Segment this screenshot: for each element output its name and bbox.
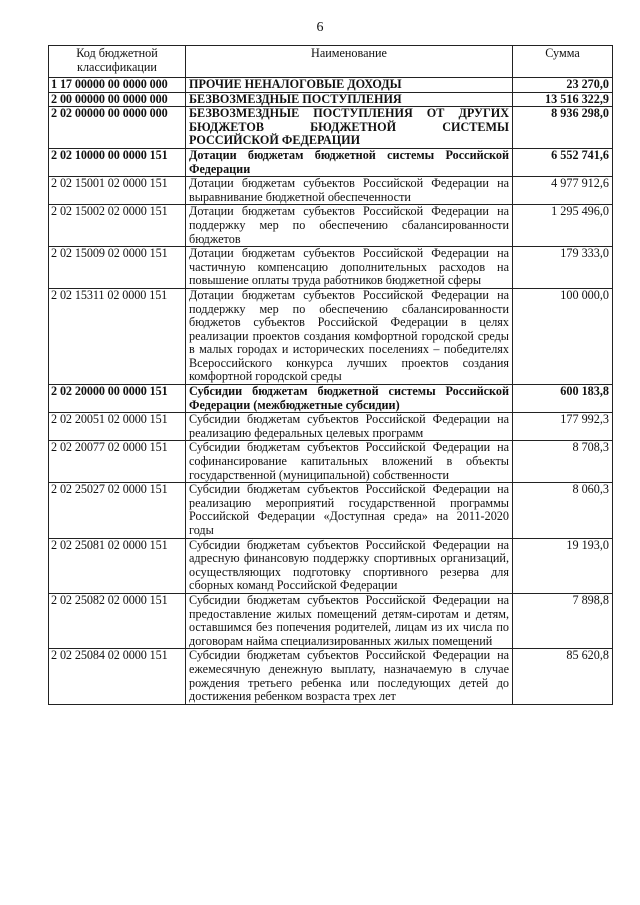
table-row — [49, 177, 613, 205]
row-code-cell: 2 02 10000 00 0000 151 — [49, 148, 186, 176]
row-code-cell: 2 02 15002 02 0000 151 — [49, 205, 186, 247]
row-code-cell: 2 02 20077 02 0000 151 — [49, 441, 186, 483]
page-number: 6 — [316, 20, 324, 35]
row-name-cell: БЕЗВОЗМЕЗДНЫЕ ПОСТУПЛЕНИЯ — [186, 92, 513, 107]
row-code-cell: 2 02 25027 02 0000 151 — [49, 483, 186, 538]
row-code-cell: 2 00 00000 00 0000 000 — [49, 92, 186, 107]
table-body — [49, 78, 613, 705]
row-code-cell: 2 02 25081 02 0000 151 — [49, 538, 186, 593]
table-row — [49, 107, 613, 149]
row-code-cell: 1 17 00000 00 0000 000 — [49, 78, 186, 93]
table-row — [49, 593, 613, 648]
table-row — [49, 288, 613, 384]
row-name-cell: БЕЗВОЗМЕЗДНЫЕ ПОСТУПЛЕНИЯ ОТ ДРУГИХ БЮДЖЕТОВ БЮДЖЕТНОЙ СИСТЕМЫ РОССИЙСКОЙ ФЕДЕРАЦИИ — [186, 107, 513, 149]
table-row — [49, 441, 613, 483]
row-name-cell: Субсидии бюджетам субъектов Российской Федерации на реализацию мероприятий государственной программы Российской Федерации «Доступная среда» на 2011-2020 годы — [186, 483, 513, 538]
row-code-cell: 2 02 15311 02 0000 151 — [49, 288, 186, 384]
row-sum-cell: 8 060,3 — [513, 483, 613, 538]
row-name-cell: Субсидии бюджетам субъектов Российской Федерации на софинансирование капитальных вложений в объекты государственной (муниципальной) собственности — [186, 441, 513, 483]
table-row — [49, 92, 613, 107]
table-row — [49, 247, 613, 289]
row-sum-cell: 100 000,0 — [513, 288, 613, 384]
row-sum-cell: 85 620,8 — [513, 649, 613, 704]
table-row — [49, 483, 613, 538]
table-row — [49, 649, 613, 704]
row-sum-cell: 600 183,8 — [513, 385, 613, 413]
row-sum-cell: 1 295 496,0 — [513, 205, 613, 247]
row-code-cell: 2 02 20000 00 0000 151 — [49, 385, 186, 413]
row-name-cell: Субсидии бюджетам субъектов Российской Федерации на адресную финансовую поддержку спортивных организаций, осуществляющих подготовку спортивного резерва для сборных команд Российской Федерации — [186, 538, 513, 593]
row-sum-cell: 179 333,0 — [513, 247, 613, 289]
row-name-cell: Субсидии бюджетам бюджетной системы Российской Федерации (межбюджетные субсидии) — [186, 385, 513, 413]
row-code-cell: 2 02 15009 02 0000 151 — [49, 247, 186, 289]
row-sum-cell: 13 516 322,9 — [513, 92, 613, 107]
table-row — [49, 413, 613, 441]
budget-revenue-table — [48, 45, 613, 705]
row-sum-cell: 4 977 912,6 — [513, 177, 613, 205]
row-name-cell: Субсидии бюджетам субъектов Российской Федерации на реализацию федеральных целевых программ — [186, 413, 513, 441]
row-sum-cell: 7 898,8 — [513, 593, 613, 648]
row-sum-cell: 8 708,3 — [513, 441, 613, 483]
row-code-cell: 2 02 15001 02 0000 151 — [49, 177, 186, 205]
row-sum-cell: 6 552 741,6 — [513, 148, 613, 176]
table-row — [49, 205, 613, 247]
header-name: Наименование — [186, 46, 513, 78]
table-row — [49, 538, 613, 593]
row-code-cell: 2 02 25082 02 0000 151 — [49, 593, 186, 648]
row-code-cell: 2 02 25084 02 0000 151 — [49, 649, 186, 704]
header-code: Код бюджетной классификации — [49, 46, 186, 78]
row-code-cell: 2 02 00000 00 0000 000 — [49, 107, 186, 149]
row-name-cell: Субсидии бюджетам субъектов Российской Федерации на ежемесячную денежную выплату, назначаемую в случае рождения третьего ребенка или последующих детей до достижения ребенком возраста трех лет — [186, 649, 513, 704]
row-sum-cell: 177 992,3 — [513, 413, 613, 441]
row-sum-cell: 8 936 298,0 — [513, 107, 613, 149]
row-name-cell: Дотации бюджетам бюджетной системы Российской Федерации — [186, 148, 513, 176]
row-code-cell: 2 02 20051 02 0000 151 — [49, 413, 186, 441]
row-name-cell: Дотации бюджетам субъектов Российской Федерации на выравнивание бюджетной обеспеченности — [186, 177, 513, 205]
row-sum-cell: 19 193,0 — [513, 538, 613, 593]
row-name-cell: ПРОЧИЕ НЕНАЛОГОВЫЕ ДОХОДЫ — [186, 78, 513, 93]
header-sum: Сумма — [513, 46, 613, 78]
table-row — [49, 385, 613, 413]
table-row — [49, 78, 613, 93]
row-name-cell: Дотации бюджетам субъектов Российской Федерации на поддержку мер по обеспечению сбалансированности бюджетов — [186, 205, 513, 247]
row-name-cell: Дотации бюджетам субъектов Российской Федерации на поддержку мер по обеспечению сбалансированности бюджетов субъектов Российской Федерации в целях реализации проектов создания комфортной городской среды в малых городах и исторических поселениях – победителях Всероссийского конкурса лучших проектов создания комфортной городской среды — [186, 288, 513, 384]
table-row — [49, 148, 613, 176]
row-name-cell: Субсидии бюджетам субъектов Российской Федерации на предоставление жилых помещений детям-сиротам и детям, оставшимся без попечения родителей, лицам из их числа по договорам найма специализированных жилых помещений — [186, 593, 513, 648]
row-name-cell: Дотации бюджетам субъектов Российской Федерации на частичную компенсацию дополнительных расходов на повышение оплаты труда работников бюджетной сферы — [186, 247, 513, 289]
row-sum-cell: 23 270,0 — [513, 78, 613, 93]
table-header-row — [49, 46, 613, 78]
